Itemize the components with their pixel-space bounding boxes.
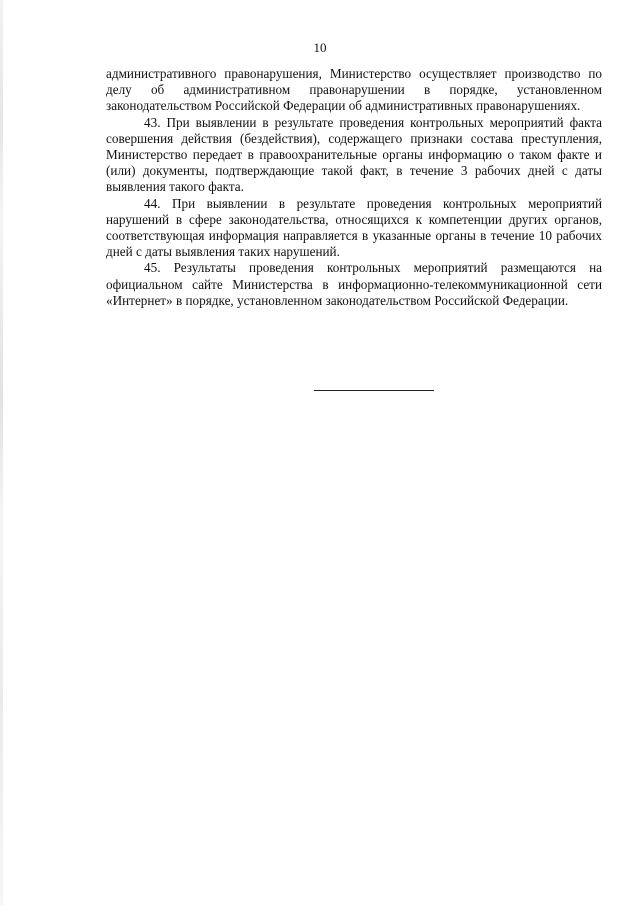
paragraph-continuation: административного правонарушения, Министерство осуществляет производство по делу об административном правонарушении в порядке, установленном законодательством Российской Федерации об административных правонарушениях.	[106, 66, 602, 114]
paragraph-44: 44. При выявлении в результате проведения контрольных мероприятий нарушений в сфере законодательства, относящихся к компетенции других органов, соответствующая информация направляется в указанные органы в течение 10 рабочих дней с даты выявления таких нарушений.	[106, 195, 602, 260]
paragraph-45: 45. Результаты проведения контрольных мероприятий размещаются на официальном сайте Министерства в информационно-телекоммуникационной сети «Интернет» в порядке, установленном законодательством Российской Федерации.	[106, 260, 602, 308]
end-of-document-rule	[314, 390, 434, 391]
scan-edge	[0, 0, 3, 905]
page-number: 10	[313, 40, 327, 55]
paragraph-43: 43. При выявлении в результате проведения контрольных мероприятий факта совершения действия (бездействия), содержащего признаки состава преступления, Министерство передает в правоохранительные органы информацию о таком факте и (или) документы, подтверждающие такой факт, в течение 3 рабочих дней с даты выявления такого факта.	[106, 114, 602, 195]
document-body	[106, 66, 602, 309]
